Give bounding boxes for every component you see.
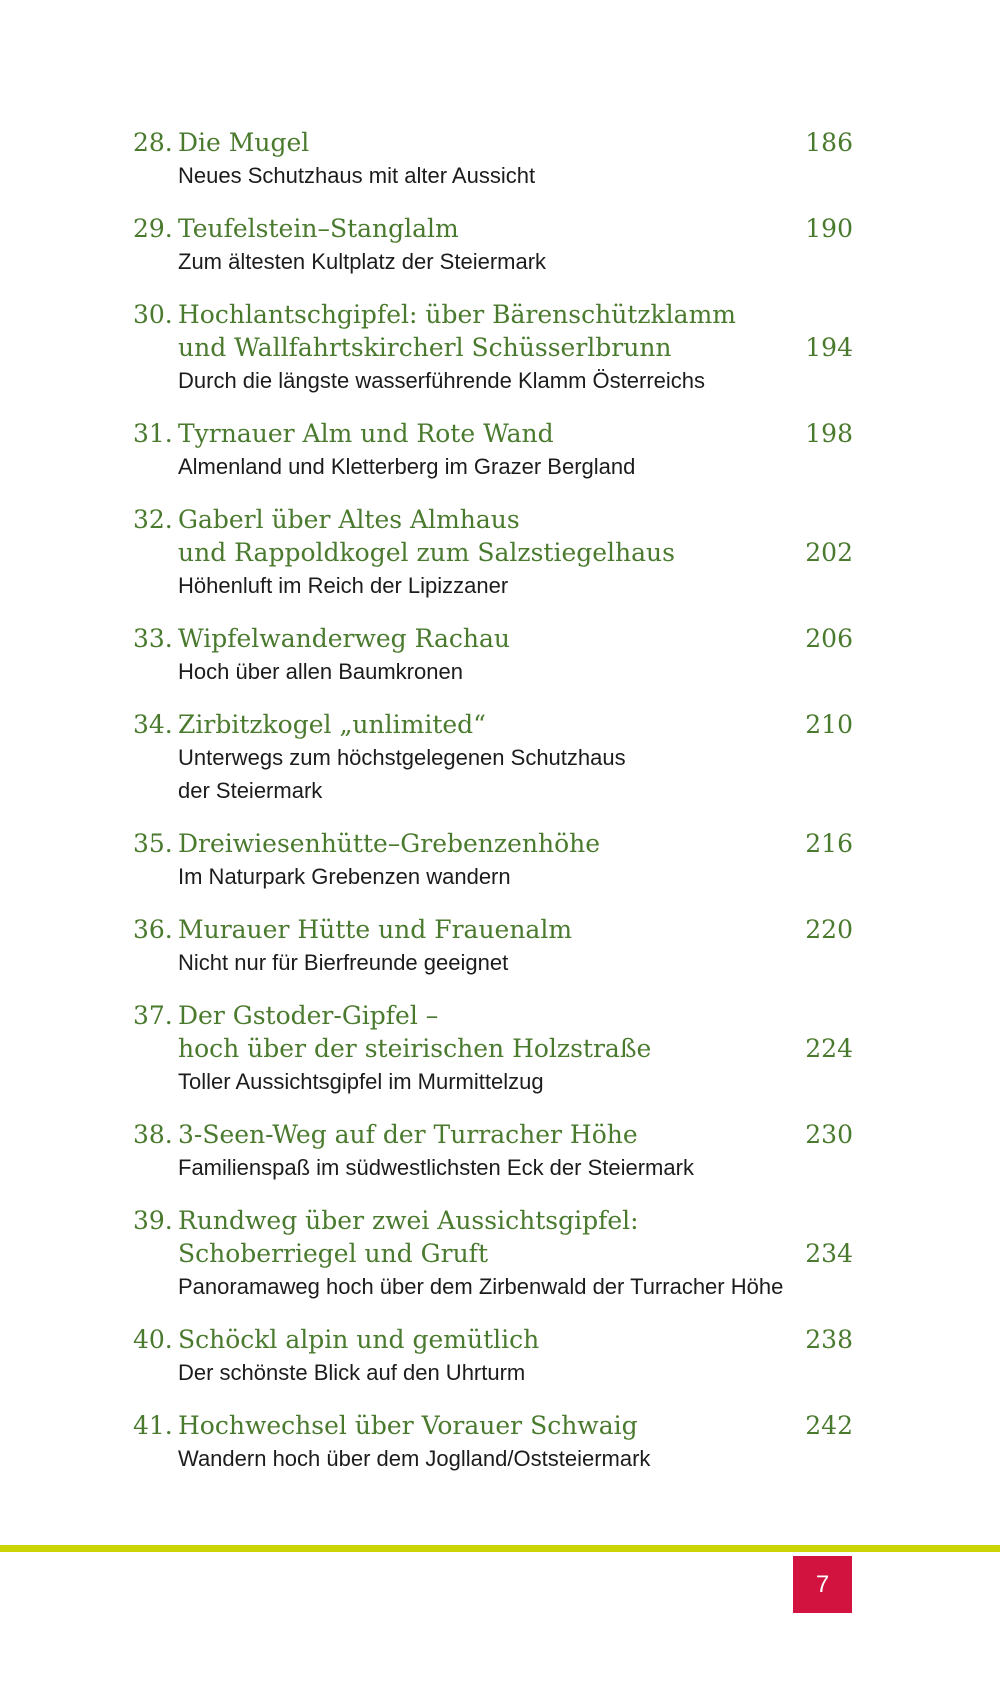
toc-entry-title: Rundweg über zwei Aussichtsgipfel: bbox=[178, 1206, 639, 1235]
toc-entry-number: 31. bbox=[133, 419, 173, 448]
toc-entry-number: 32. bbox=[133, 505, 173, 534]
toc-entry-page: 234 bbox=[805, 1239, 853, 1268]
toc-entry-subtitle: Panoramaweg hoch über dem Zirbenwald der Turracher Höhe bbox=[178, 1274, 784, 1299]
toc-entry-number: 36. bbox=[133, 915, 173, 944]
toc-entry-title-line bbox=[133, 417, 853, 450]
toc-entry-number: 39. bbox=[133, 1206, 173, 1235]
toc-entry-title: Schöckl alpin und gemütlich bbox=[178, 1325, 540, 1354]
toc-entry-subtitle: Durch die längste wasserführende Klamm Österreichs bbox=[178, 368, 706, 393]
toc-entry-number: 29. bbox=[133, 214, 173, 243]
toc-entry-number: 34. bbox=[133, 710, 173, 739]
toc-entry[interactable] bbox=[133, 1204, 853, 1303]
toc-entry-title: 3-Seen-Weg auf der Turracher Höhe bbox=[178, 1120, 638, 1149]
toc-entry-page: 238 bbox=[805, 1325, 853, 1354]
toc-entry-title: Gaberl über Altes Almhaus bbox=[178, 505, 520, 534]
page-number-badge: 7 bbox=[793, 1556, 852, 1613]
toc-entry-number: 33. bbox=[133, 624, 173, 653]
toc-entry-number: 37. bbox=[133, 1001, 173, 1030]
toc-entry[interactable] bbox=[133, 417, 853, 483]
toc-entry[interactable] bbox=[133, 1118, 853, 1184]
toc-entry-page: 216 bbox=[805, 829, 853, 858]
toc-entry-subtitle: Im Naturpark Grebenzen wandern bbox=[178, 864, 511, 889]
toc-entry-title-line bbox=[133, 999, 853, 1032]
toc-entry[interactable] bbox=[133, 1409, 853, 1475]
toc-entry-number: 28. bbox=[133, 128, 173, 157]
toc-entry-page: 224 bbox=[805, 1034, 853, 1063]
toc-entry-page: 206 bbox=[805, 624, 853, 653]
toc-entry-subtitle: Almenland und Kletterberg im Grazer Bergland bbox=[178, 454, 636, 479]
toc-entry-page: 190 bbox=[805, 214, 853, 243]
toc-entry-subtitle: Neues Schutzhaus mit alter Aussicht bbox=[178, 163, 536, 188]
toc-entry-title: Zirbitzkogel „unlimited“ bbox=[178, 710, 486, 739]
toc-entry[interactable] bbox=[133, 1323, 853, 1389]
footer-rule bbox=[0, 1545, 1000, 1552]
toc-entry-title-line bbox=[133, 913, 853, 946]
toc-entry-page: 230 bbox=[805, 1120, 853, 1149]
toc-entry-subtitle: der Steiermark bbox=[178, 778, 323, 803]
toc-entry-title: Die Mugel bbox=[178, 128, 310, 157]
toc-entry-title-line bbox=[133, 1323, 853, 1356]
toc-entry-number: 38. bbox=[133, 1120, 173, 1149]
toc-entry-subtitle: Nicht nur für Bierfreunde geeignet bbox=[178, 950, 509, 975]
toc-entry[interactable] bbox=[133, 298, 853, 397]
toc-entry-number: 35. bbox=[133, 829, 173, 858]
toc-entry-page: 242 bbox=[805, 1411, 853, 1440]
table-of-contents bbox=[133, 126, 853, 1495]
toc-entry[interactable] bbox=[133, 999, 853, 1098]
toc-entry-title: und Wallfahrtskircherl Schüsserlbrunn bbox=[178, 333, 672, 362]
toc-entry[interactable] bbox=[133, 126, 853, 192]
toc-entry-title-line bbox=[133, 212, 853, 245]
toc-entry-page: 198 bbox=[805, 419, 853, 448]
toc-entry-title-line bbox=[133, 708, 853, 741]
toc-entry[interactable] bbox=[133, 622, 853, 688]
toc-entry-subtitle: Familienspaß im südwestlichsten Eck der Steiermark bbox=[178, 1155, 694, 1180]
toc-entry-number: 30. bbox=[133, 300, 173, 329]
toc-entry-title-line bbox=[133, 1032, 853, 1065]
toc-entry-title: Teufelstein–Stanglalm bbox=[178, 214, 459, 243]
toc-entry-number: 40. bbox=[133, 1325, 173, 1354]
toc-entry-subtitle: Wandern hoch über dem Joglland/Oststeiermark bbox=[178, 1446, 651, 1471]
toc-entry[interactable] bbox=[133, 913, 853, 979]
toc-entry-subtitle: Der schönste Blick auf den Uhrturm bbox=[178, 1360, 526, 1385]
toc-entry-page: 194 bbox=[805, 333, 853, 362]
toc-entry-subtitle: Unterwegs zum höchstgelegenen Schutzhaus bbox=[178, 745, 626, 770]
toc-entry-title-line bbox=[133, 298, 853, 331]
toc-entry-title: Wipfelwanderweg Rachau bbox=[178, 624, 511, 653]
toc-entry-subtitle: Höhenluft im Reich der Lipizzaner bbox=[178, 573, 509, 598]
toc-entry-page: 202 bbox=[805, 538, 853, 567]
toc-entry[interactable] bbox=[133, 212, 853, 278]
toc-entry-title-line bbox=[133, 1118, 853, 1151]
toc-entry[interactable] bbox=[133, 827, 853, 893]
toc-entry-title-line bbox=[133, 622, 853, 655]
toc-entry-subtitle: Hoch über allen Baumkronen bbox=[178, 659, 463, 684]
toc-entry-title: hoch über der steirischen Holzstraße bbox=[178, 1034, 652, 1063]
toc-entry-title: Tyrnauer Alm und Rote Wand bbox=[178, 419, 554, 448]
toc-entry[interactable] bbox=[133, 708, 853, 807]
toc-entry-title-line bbox=[133, 503, 853, 536]
toc-entry-subtitle: Toller Aussichtsgipfel im Murmittelzug bbox=[178, 1069, 544, 1094]
toc-entry-title-line bbox=[133, 331, 853, 364]
toc-entry-title: Dreiwiesenhütte–Grebenzenhöhe bbox=[178, 829, 601, 858]
toc-entry-title: Schoberriegel und Gruft bbox=[178, 1239, 488, 1268]
toc-entry-subtitle: Zum ältesten Kultplatz der Steiermark bbox=[178, 249, 547, 274]
toc-entry-title-line bbox=[133, 536, 853, 569]
toc-entry-page: 186 bbox=[805, 128, 853, 157]
toc-entry-title: Murauer Hütte und Frauenalm bbox=[178, 915, 573, 944]
toc-entry-page: 210 bbox=[805, 710, 853, 739]
toc-entry-title: Hochwechsel über Vorauer Schwaig bbox=[178, 1411, 638, 1440]
toc-entry-number: 41. bbox=[133, 1411, 173, 1440]
toc-entry-title-line bbox=[133, 1409, 853, 1442]
toc-entry-title: und Rappoldkogel zum Salzstiegelhaus bbox=[178, 538, 675, 567]
toc-entry-title-line bbox=[133, 1204, 853, 1237]
toc-entry-title-line bbox=[133, 1237, 853, 1270]
toc-entry-title: Hochlantschgipfel: über Bärenschützklamm bbox=[178, 300, 736, 329]
toc-entry-title: Der Gstoder-Gipfel – bbox=[178, 1001, 439, 1030]
toc-entry-page: 220 bbox=[805, 915, 853, 944]
toc-entry-title-line bbox=[133, 827, 853, 860]
toc-entry[interactable] bbox=[133, 503, 853, 602]
toc-entry-title-line bbox=[133, 126, 853, 159]
